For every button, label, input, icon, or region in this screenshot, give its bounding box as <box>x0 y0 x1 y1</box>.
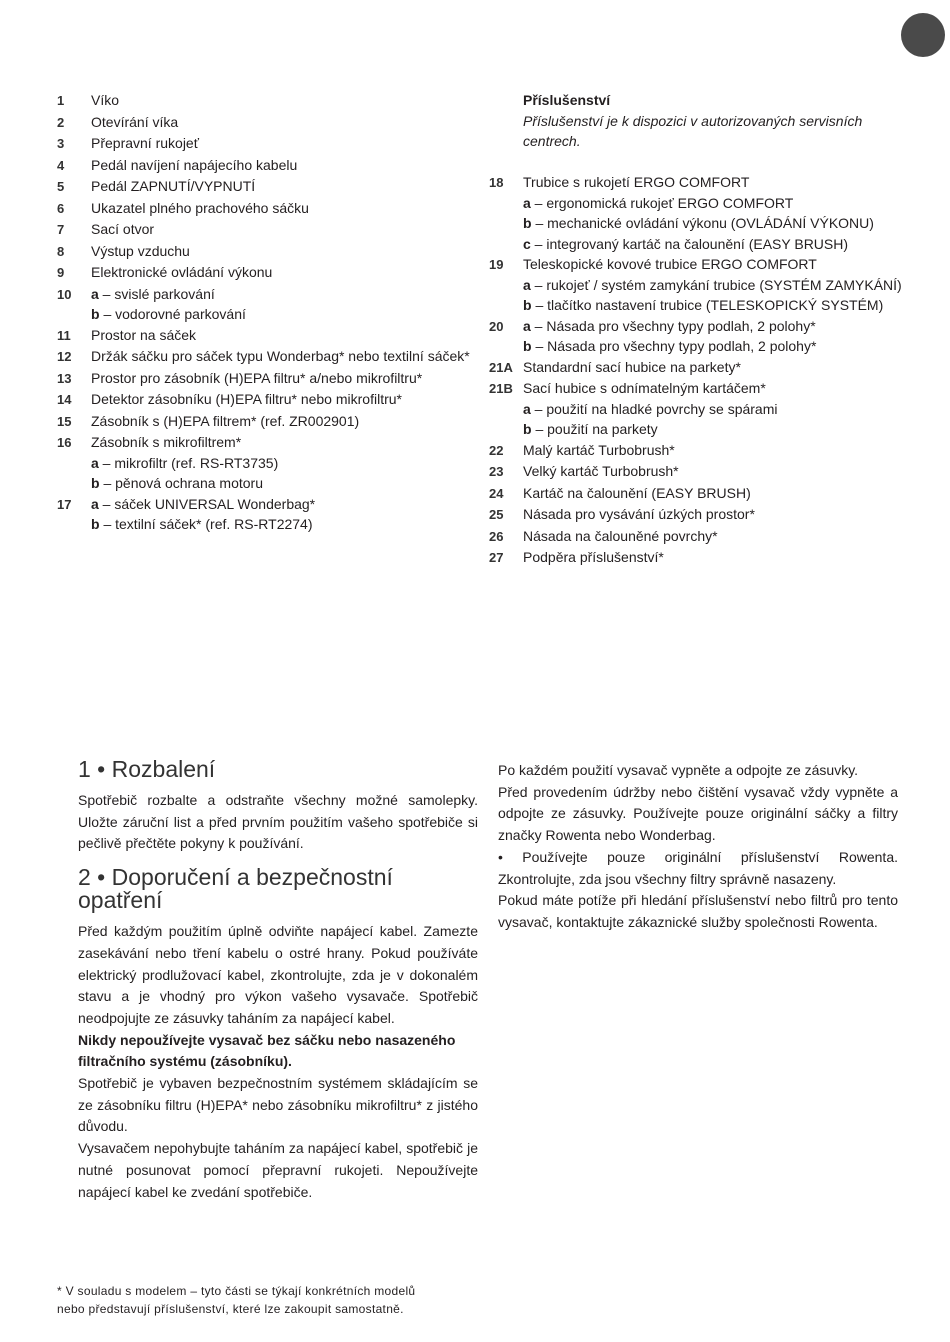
subitem-text: – pěnová ochrana motoru <box>99 475 264 491</box>
section2-paragraph-3: Vysavačem nepohybujte taháním za napájecí kabel, spotřebič je nutné posunovat pomocí přepravní rukojeti. Nepoužívejte napájecí kabel ke zvedání spotřebiče. <box>78 1140 478 1200</box>
part-label: Zásobník s (H)EPA filtrem* (ref. ZR002901) <box>91 412 360 429</box>
subitem-letter: b <box>523 297 532 313</box>
accessories-title: Příslušenství <box>523 92 611 108</box>
part-label: Sací otvor <box>91 221 155 237</box>
accessories-list <box>489 172 919 569</box>
part-label: Kartáč na čalounění (EASY BRUSH) <box>523 484 751 501</box>
part-subitem <box>523 213 919 234</box>
part-subitem <box>523 193 919 214</box>
part-item <box>57 155 477 177</box>
part-subitem <box>91 494 477 515</box>
part-label: Otevírání víka <box>91 113 179 130</box>
part-label: Trubice s rukojetí ERGO COMFORT <box>523 174 750 190</box>
section1-heading: 1 • Rozbalení <box>78 756 216 782</box>
part-number: 2 <box>57 114 65 130</box>
part-item <box>489 254 919 316</box>
part-item <box>57 176 477 198</box>
subitem-letter: a <box>523 400 531 417</box>
part-number: 5 <box>57 179 65 194</box>
part-label: Podpěra příslušenství* <box>523 549 664 565</box>
part-item <box>57 494 477 535</box>
part-item <box>489 547 919 569</box>
part-subitem <box>523 295 919 316</box>
subitem-letter: a <box>91 495 99 512</box>
part-number: 15 <box>57 413 72 429</box>
part-number: 19 <box>489 257 504 272</box>
subitem-letter: a <box>91 285 99 302</box>
subitem-text: – textilní sáček* (ref. RS-RT2274) <box>99 516 313 532</box>
section2-paragraph-1: Před každým použitím úplně odviňte napájecí kabel. Zamezte zasekávání nebo tření kabelu o ostré hrany. Pokud používáte elektrický prodlužovací kabel, zkontrolujte, zda je v dokonalém stavu a je vhodný pro výkon vašeho vysavače. Spotřebič neodpojujte ze zásuvky taháním za napájecí kabel. <box>78 923 478 1026</box>
right-paragraph-1: Po každém použití vysavač vypněte a odpojte ze zásuvky. <box>498 762 859 778</box>
part-item <box>57 133 477 155</box>
subitem-letter: a <box>523 276 531 293</box>
part-item <box>489 440 919 462</box>
part-item <box>489 483 919 505</box>
part-label: Sací hubice s odnímatelným kartáčem* <box>523 380 766 396</box>
subitem-letter: b <box>91 516 100 532</box>
subitem-text: – rukojeť / systém zamykání trubice (SYSTÉM ZAMYKÁNÍ) <box>530 276 902 293</box>
part-item <box>57 346 477 368</box>
part-label: Standardní sací hubice na parkety* <box>523 358 741 375</box>
part-subitem <box>91 304 477 325</box>
section2-warning: Nikdy nepoužívejte vysavač bez sáčku nebo nasazeného filtračního systému (zásobníku). <box>78 1031 456 1070</box>
part-label: Prostor pro zásobník (H)EPA filtru* a/nebo mikrofiltru* <box>91 369 423 386</box>
part-item <box>57 112 477 134</box>
parts-list-left <box>57 90 477 535</box>
part-number: 9 <box>57 265 65 280</box>
section1-body: Spotřebič rozbalte a odstraňte všechny možné samolepky. Uložte záruční list a před prvním použitím vašeho spotřebiče si pečlivě přečtěte pokyny k používání. <box>78 792 478 852</box>
section2-paragraph-2: Spotřebič je vybaven bezpečnostním systémem skládajícím se ze zásobníku filtru (H)EPA* nebo zásobníku mikrofiltru* z jistého důvodu. <box>78 1075 478 1135</box>
part-item <box>489 504 919 526</box>
part-subitem <box>523 419 919 440</box>
part-label: Elektronické ovládání výkonu <box>91 264 273 280</box>
subitem-text: – použití na hladké povrchy se spárami <box>530 400 778 417</box>
part-label: Detektor zásobníku (H)EPA filtru* nebo mikrofiltru* <box>91 391 402 407</box>
subitem-letter: b <box>523 215 532 231</box>
part-number: 25 <box>489 507 504 522</box>
right-paragraph-3: • Používejte pouze originální příslušenství Rowenta. Zkontrolujte, zda jsou všechny filtry správně nasazeny. <box>498 848 898 887</box>
part-number: 21B <box>489 381 513 396</box>
subitem-letter: a <box>91 454 99 471</box>
part-item <box>57 198 477 220</box>
part-number: 18 <box>489 175 504 190</box>
part-label: Výstup vzduchu <box>91 242 190 259</box>
part-number: 16 <box>57 435 72 450</box>
part-label: Držák sáčku pro sáček typu Wonderbag* nebo textilní sáček* <box>91 348 470 364</box>
right-paragraph-4: Pokud máte potíže při hledání příslušenství nebo filtrů pro tento vysavač, kontaktujte zákaznické služby společnosti Rowenta. <box>498 892 898 930</box>
part-subitem <box>91 453 477 474</box>
part-label: Násada pro vysávání úzkých prostor* <box>523 506 755 522</box>
part-label: Přepravní rukojeť <box>91 135 199 151</box>
right-paragraph-2: Před provedením údržby nebo čištění vysavač vždy vypněte a odpojte ze zásuvky. Používejte pouze originální sáčky a filtry značky Rowenta nebo Wonderbag. <box>498 783 898 844</box>
part-item <box>57 219 477 241</box>
part-item <box>57 368 477 390</box>
part-subitem <box>523 234 919 255</box>
part-number: 4 <box>57 157 65 173</box>
part-subitem <box>523 336 919 357</box>
subitem-text: – ergonomická rukojeť ERGO COMFORT <box>530 194 794 211</box>
subitem-letter: b <box>523 338 532 354</box>
part-label: Pedál navíjení napájecího kabelu <box>91 156 298 173</box>
part-number: 10 <box>57 286 72 302</box>
part-subitem <box>91 514 477 535</box>
subitem-text: – integrovaný kartáč na čalounění (EASY BRUSH) <box>530 235 849 252</box>
part-item <box>57 262 477 284</box>
subitem-letter: b <box>91 475 100 491</box>
part-number: 12 <box>57 349 72 364</box>
part-number: 13 <box>57 370 72 386</box>
part-number: 26 <box>489 528 504 544</box>
part-number: 8 <box>57 243 65 259</box>
subitem-text: – mechanické ovládání výkonu (OVLÁDÁNÍ VÝKONU) <box>531 215 874 231</box>
part-number: 1 <box>57 93 65 108</box>
part-item <box>489 378 919 440</box>
part-item <box>57 432 477 494</box>
footnote: * V souladu s modelem – tyto části se týkají konkrétních modelů nebo představují příslušenství, které lze zakoupit samostatně. <box>57 1284 416 1316</box>
page-corner-tab <box>901 13 945 57</box>
part-label: Pedál ZAPNUTÍ/VYPNUTÍ <box>91 178 256 194</box>
part-number: 20 <box>489 318 504 334</box>
part-label: Prostor na sáček <box>91 326 197 343</box>
part-item <box>489 172 919 254</box>
subitem-text: – tlačítko nastavení trubice (TELESKOPICKÝ SYSTÉM) <box>531 297 884 313</box>
part-subitem <box>523 399 919 420</box>
section2-heading: 2 • Doporučení a bezpečnostní opatření <box>78 864 393 914</box>
part-label: Malý kartáč Turbobrush* <box>523 441 675 458</box>
part-label: Násada na čalouněné povrchy* <box>523 527 718 544</box>
part-number: 21A <box>489 359 513 375</box>
part-number: 24 <box>489 485 504 501</box>
part-number: 23 <box>489 464 504 479</box>
subitem-text: – mikrofiltr (ref. RS-RT3735) <box>98 454 279 471</box>
accessories-note: Příslušenství je k dispozici v autorizovaných servisních centrech. <box>523 112 863 149</box>
part-item <box>489 526 919 548</box>
subitem-letter: c <box>523 235 531 252</box>
part-item <box>57 389 477 411</box>
part-item <box>57 241 477 263</box>
part-number: 11 <box>57 327 71 343</box>
part-subitem <box>91 284 477 305</box>
part-number: 17 <box>57 496 72 512</box>
part-item <box>57 284 477 325</box>
instructions-left-column <box>78 758 478 1203</box>
part-number: 14 <box>57 392 72 407</box>
part-label: Víko <box>91 92 120 108</box>
subitem-letter: a <box>523 194 531 211</box>
part-label: Teleskopické kovové trubice ERGO COMFORT <box>523 256 817 272</box>
part-item <box>489 461 919 483</box>
subitem-letter: a <box>523 317 531 334</box>
part-label: Ukazatel plného prachového sáčku <box>91 199 309 216</box>
part-number: 3 <box>57 136 65 151</box>
instructions-right-column <box>498 760 898 934</box>
part-item <box>57 411 477 433</box>
subitem-text: – vodorovné parkování <box>99 306 246 322</box>
part-item <box>489 316 919 357</box>
part-item <box>489 357 919 379</box>
subitem-text: – použití na parkety <box>531 421 658 437</box>
subitem-text: – sáček UNIVERSAL Wonderbag* <box>98 495 316 512</box>
part-subitem <box>523 275 919 296</box>
part-number: 6 <box>57 200 65 216</box>
part-number: 27 <box>489 550 504 565</box>
subitem-letter: b <box>523 421 532 437</box>
subitem-text: – Násada pro všechny typy podlah, 2 polohy* <box>531 338 817 354</box>
part-subitem <box>91 473 477 494</box>
parts-list-right <box>489 90 919 569</box>
part-subitem <box>523 316 919 337</box>
subitem-letter: b <box>91 306 100 322</box>
part-label: Zásobník s mikrofiltrem* <box>91 434 242 450</box>
subitem-text: – Násada pro všechny typy podlah, 2 polohy* <box>530 317 816 334</box>
part-number: 22 <box>489 442 504 458</box>
part-item <box>57 90 477 112</box>
part-number: 7 <box>57 222 65 237</box>
part-label: Velký kartáč Turbobrush* <box>523 463 679 479</box>
part-item <box>57 325 477 347</box>
subitem-text: – svislé parkování <box>98 285 215 302</box>
